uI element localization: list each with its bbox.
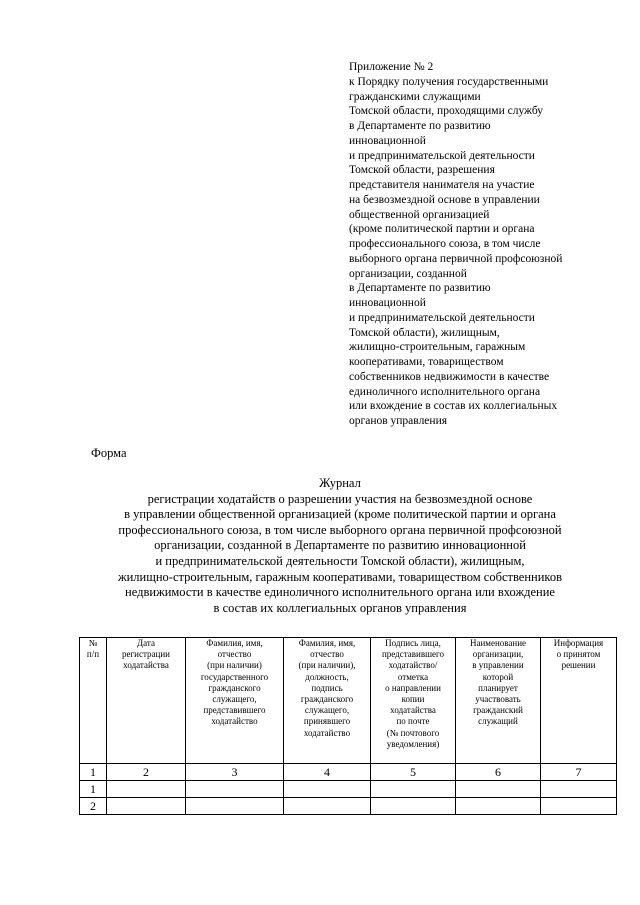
column-number-cell: 5: [371, 764, 456, 781]
table-row: [80, 781, 617, 798]
journal-table: [79, 637, 617, 815]
table-cell: [456, 781, 541, 798]
header-cell-number: № п/п: [80, 638, 107, 764]
journal-title-line: профессионального союза, в том числе выборного органа первичной профсоюзной: [118, 522, 562, 537]
table-cell: [541, 798, 617, 815]
table-cell: [456, 798, 541, 815]
appendix-line: жилищно-строительным, гаражным: [349, 341, 526, 354]
column-number-cell: 6: [456, 764, 541, 781]
table-row: [80, 798, 617, 815]
journal-title-line: недвижимости в качестве единоличного исполнительного органа или вхождение: [125, 585, 555, 600]
journal-title-line: жилищно-строительным, гаражным кооперативами, товариществом собственников: [117, 569, 563, 584]
appendix-line: органов управления: [349, 415, 448, 427]
appendix-line: Томской области), жилищным,: [349, 326, 500, 339]
appendix-line: на безвозмездной основе в управлении: [349, 193, 540, 206]
appendix-line: единоличного исполнительного органа: [349, 385, 541, 398]
journal-title-line: и предпринимательской деятельности Томской области), жилищным,: [155, 553, 525, 568]
appendix-line: инновационной: [349, 297, 426, 309]
appendix-line: организации, созданной: [349, 267, 467, 280]
column-number-cell: 2: [107, 764, 186, 781]
row-number-cell: 2: [80, 798, 107, 815]
appendix-line: выборного органа первичной профсоюзной: [349, 252, 563, 265]
header-cell-applicant: Фамилия, имя, отчество (при наличии) государственного гражданского служащего, представившего ходатайство: [186, 638, 284, 764]
journal-title-line: в состав их коллегиальных органов управления: [213, 600, 467, 615]
form-label: Форма: [91, 446, 127, 460]
table-header-row: [80, 638, 617, 764]
header-cell-decision: Информация о принятом решении: [541, 638, 617, 764]
appendix-line: общественной организацией: [349, 208, 490, 221]
table-cell: [186, 781, 284, 798]
table-cell: [371, 781, 456, 798]
header-cell-date: Дата регистрации ходатайства: [107, 638, 186, 764]
appendix-line: гражданскими служащими: [349, 90, 481, 103]
header-cell-receiver: Фамилия, имя, отчество (при наличии), должность, подпись гражданского служащего, принявшего ходатайство: [284, 638, 371, 764]
journal-title: [60, 476, 620, 616]
appendix-line: профессионального союза, в том числе: [349, 238, 541, 250]
appendix-line: к Порядку получения государственными: [349, 75, 549, 88]
header-cell-organization: Наименование организации, в управлении которой планирует участвовать гражданский служащий: [456, 638, 541, 764]
appendix-line: в Департаменте по развитию: [349, 120, 491, 132]
table-cell: [107, 781, 186, 798]
journal-title-line: в управлении общественной организацией (кроме политической партии и органа: [124, 507, 556, 522]
appendix-line: в Департаменте по развитию: [349, 282, 491, 295]
appendix-line: Приложение № 2: [349, 61, 434, 73]
appendix-line: или вхождение в состав их коллегиальных: [349, 400, 558, 413]
column-number-cell: 3: [186, 764, 284, 781]
table-cell: [371, 798, 456, 815]
journal-title-line: организации, созданной в Департаменте по развитию инновационной: [154, 538, 526, 553]
column-number-cell: 1: [80, 764, 107, 781]
table-cell: [186, 798, 284, 815]
journal-title-line: регистрации ходатайств о разрешении участия на безвозмездной основе: [147, 491, 533, 506]
table-cell: [541, 781, 617, 798]
table-cell: [107, 798, 186, 815]
appendix-line: и предпринимательской деятельности: [349, 149, 535, 162]
appendix-line: Томской области, разрешения: [349, 164, 495, 177]
appendix-line: и предпринимательской деятельности: [349, 311, 535, 324]
appendix-line: Томской области, проходящими службу: [349, 105, 544, 118]
appendix-line: (кроме политической партии и органа: [349, 223, 535, 236]
table-cell: [284, 781, 371, 798]
table-cell: [284, 798, 371, 815]
row-number-cell: 1: [80, 781, 107, 798]
journal-title-line: Журнал: [319, 476, 361, 490]
appendix-line: собственников недвижимости в качестве: [349, 370, 550, 383]
appendix-block: [349, 60, 619, 429]
appendix-line: представителя нанимателя на участие: [349, 179, 535, 191]
column-number-row: [80, 764, 617, 781]
column-number-cell: 4: [284, 764, 371, 781]
appendix-line: кооперативами, товариществом: [349, 356, 504, 368]
header-cell-signature: Подпись лица, представившего ходатайство/ отметка о направлении копии ходатайства по почте (№ почтового уведомления): [371, 638, 456, 764]
column-number-cell: 7: [541, 764, 617, 781]
appendix-line: инновационной: [349, 134, 426, 147]
